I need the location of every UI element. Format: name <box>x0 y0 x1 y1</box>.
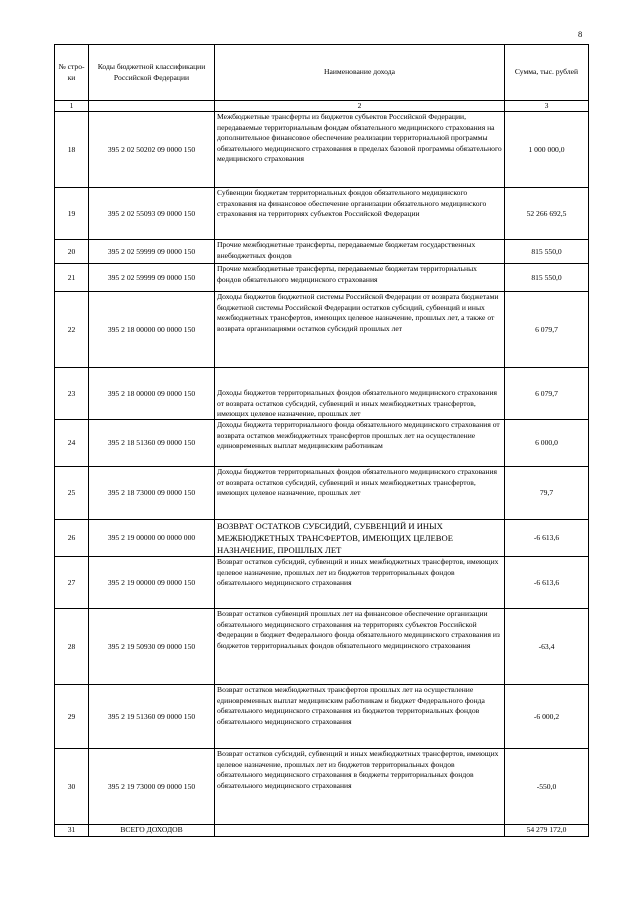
budget-code: 395 2 18 73000 09 0000 150 <box>89 467 215 520</box>
table-row <box>55 749 589 825</box>
row-number: 28 <box>55 609 89 685</box>
amount: -6 613,6 <box>505 557 589 609</box>
amount: 6 079,7 <box>505 292 589 368</box>
amount: -6 000,2 <box>505 685 589 749</box>
table-row <box>55 264 589 292</box>
column-number: 2 <box>215 101 505 112</box>
table-row <box>55 240 589 264</box>
table-row <box>55 520 589 557</box>
amount: -63,4 <box>505 609 589 685</box>
budget-code: 395 2 18 51360 09 0000 150 <box>89 420 215 467</box>
row-number: 20 <box>55 240 89 264</box>
table-row <box>55 557 589 609</box>
header-amount: Сумма, тыс. рублей <box>505 45 589 101</box>
income-name: Доходы бюджетов территориальных фондов обязательного медицинского страхования от возврата остатков субсидий, субвенций и иных межбюджетных трансфертов, имеющих целевое назначение, прошлых лет <box>215 368 505 420</box>
table-row <box>55 292 589 368</box>
amount: 815 550,0 <box>505 240 589 264</box>
amount: -550,0 <box>505 749 589 825</box>
table-row <box>55 188 589 240</box>
header-income-name: Наименование дохода <box>215 45 505 101</box>
row-number: 31 <box>55 825 89 836</box>
income-name: Межбюджетные трансферты из бюджетов субъектов Российской Федерации, передаваемые территориальным фондам обязательного медицинского страхования на дополнительное финансовое обеспечение реализации территориальной программы обязательного медицинского страхования в пределах базовой программы обязательного медицинского страхования <box>215 112 505 188</box>
table-row <box>55 685 589 749</box>
table-row <box>55 112 589 188</box>
income-name: Доходы бюджетов бюджетной системы Российской Федерации от возврата бюджетами бюджетной системы Российской Федерации остатков субсидий, субвенций и иных межбюджетных трансфертов, имеющих целевое назначение, прошлых лет, а также от возврата организациями остатков субсидий прошлых лет <box>215 292 505 368</box>
income-name: Прочие межбюджетные трансферты, передаваемые бюджетам территориальных фондов обязательного медицинского страхования <box>215 264 505 292</box>
total-row <box>55 825 589 836</box>
income-name: Прочие межбюджетные трансферты, передаваемые бюджетам государственных внебюджетных фондов <box>215 240 505 264</box>
column-number: 3 <box>505 101 589 112</box>
amount: 52 266 692,5 <box>505 188 589 240</box>
row-number: 18 <box>55 112 89 188</box>
page-number: 8 <box>578 29 583 39</box>
budget-code: 395 2 02 59999 09 0000 150 <box>89 264 215 292</box>
budget-code: 395 2 19 50930 09 0000 150 <box>89 609 215 685</box>
amount: 1 000 000,0 <box>505 112 589 188</box>
row-number: 21 <box>55 264 89 292</box>
total-label: ВСЕГО ДОХОДОВ <box>89 825 215 836</box>
income-name: ВОЗВРАТ ОСТАТКОВ СУБСИДИЙ, СУБВЕНЦИЙ И ИНЫХ МЕЖБЮДЖЕТНЫХ ТРАНСФЕРТОВ, ИМЕЮЩИХ ЦЕЛЕВОЕ НАЗНАЧЕНИЕ, ПРОШЛЫХ ЛЕТ <box>215 520 505 557</box>
budget-code: 395 2 19 00000 00 0000 000 <box>89 520 215 557</box>
budget-code: 395 2 19 00000 09 0000 150 <box>89 557 215 609</box>
amount: 79,7 <box>505 467 589 520</box>
income-name: Доходы бюджетов территориальных фондов обязательного медицинского страхования от возврата остатков субсидий, субвенций и иных межбюджетных трансфертов, имеющих целевое назначение, прошлых лет <box>215 467 505 520</box>
table-row <box>55 467 589 520</box>
row-number: 23 <box>55 368 89 420</box>
amount: 6 079,7 <box>505 368 589 420</box>
budget-code: 395 2 19 51360 09 0000 150 <box>89 685 215 749</box>
revenue-table <box>54 44 589 837</box>
income-name: Возврат остатков субсидий, субвенций и иных межбюджетных трансфертов, имеющих целевое назначение, прошлых лет из бюджетов территориальных фондов обязательного медицинского страхования в бюджеты территориальных фондов обязательного медицинского страхования <box>215 749 505 825</box>
row-number: 24 <box>55 420 89 467</box>
income-name: Возврат остатков субвенций прошлых лет на финансовое обеспечение организации обязательного медицинского страхования на территориях субъектов Российской Федерации в бюджет Федерального фонда обязательного медицинского страхования из бюджетов территориальных фондов обязательного медицинского страхования <box>215 609 505 685</box>
column-number: 1 <box>55 101 89 112</box>
income-name: Возврат остатков субсидий, субвенций и иных межбюджетных трансфертов, имеющих целевое назначение, прошлых лет из бюджетов территориальных фондов обязательного медицинского страхования <box>215 557 505 609</box>
row-number: 25 <box>55 467 89 520</box>
row-number: 22 <box>55 292 89 368</box>
income-name <box>215 825 505 836</box>
row-number: 19 <box>55 188 89 240</box>
header-row-number: № стро-ки <box>55 45 89 101</box>
column-number-row <box>55 101 589 112</box>
budget-code: 395 2 18 00000 09 0000 150 <box>89 368 215 420</box>
row-number: 27 <box>55 557 89 609</box>
row-number: 30 <box>55 749 89 825</box>
budget-code: 395 2 18 00000 00 0000 150 <box>89 292 215 368</box>
budget-code: 395 2 19 73000 09 0000 150 <box>89 749 215 825</box>
amount: 6 000,0 <box>505 420 589 467</box>
row-number: 29 <box>55 685 89 749</box>
amount: -6 613,6 <box>505 520 589 557</box>
total-amount: 54 279 172,0 <box>505 825 589 836</box>
table-row <box>55 609 589 685</box>
budget-code: 395 2 02 55093 09 0000 150 <box>89 188 215 240</box>
income-name: Доходы бюджета территориального фонда обязательного медицинского страхования от возврата остатков межбюджетных трансфертов прошлых лет на осуществление единовременных выплат медицинским работникам <box>215 420 505 467</box>
budget-code: 395 2 02 50202 09 0000 150 <box>89 112 215 188</box>
table-row <box>55 368 589 420</box>
budget-code: 395 2 02 59999 09 0000 150 <box>89 240 215 264</box>
amount: 815 550,0 <box>505 264 589 292</box>
table-row <box>55 420 589 467</box>
income-name: Возврат остатков межбюджетных трансфертов прошлых лет на осуществление единовременных выплат медицинским работникам и бюджет Федерального фонда обязательного медицинского страхования из бюджетов территориальных фондов обязательного медицинского страхования <box>215 685 505 749</box>
row-number: 26 <box>55 520 89 557</box>
header-budget-code: Коды бюджетной классификации Российской Федерации <box>89 45 215 101</box>
income-name: Субвенции бюджетам территориальных фондов обязательного медицинского страхования на финансовое обеспечение организации обязательного медицинского страхования на территориях субъектов Российской Федерации <box>215 188 505 240</box>
